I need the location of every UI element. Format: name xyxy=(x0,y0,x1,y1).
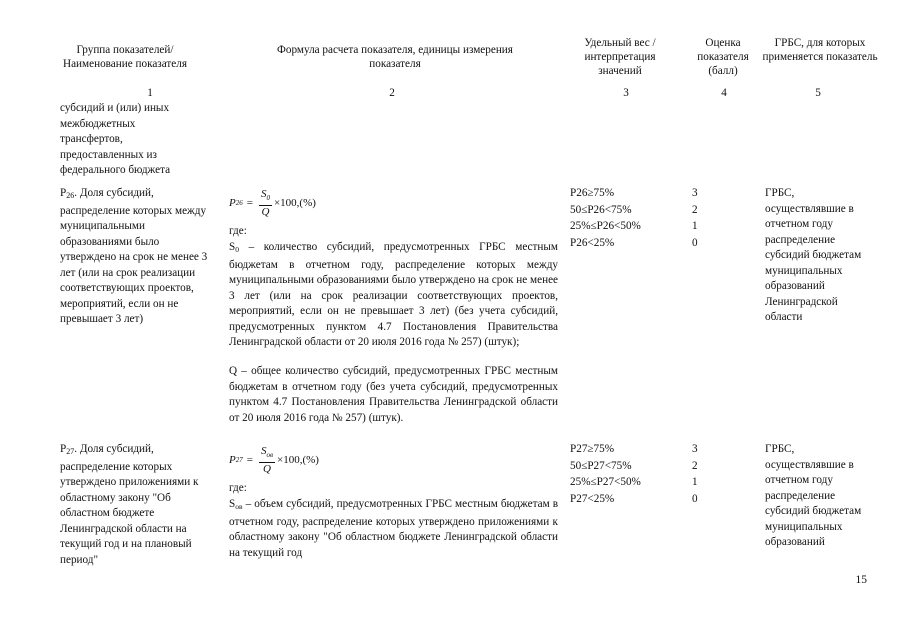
threshold-item: P27≥75% xyxy=(570,443,615,455)
continuation-text: субсидий и (или) иных межбюджетных трансфертов, предоставленных из федерального бюджета xyxy=(60,102,171,176)
indicator-text: . Доля субсидий, распределение которых между муниципальными образованиями было утверждено на срок не менее 3 лет (или на срок реализации соответствующих проектов, мероприятий, если он не превышает 3 лет) xyxy=(60,187,208,325)
formula-lhs: P xyxy=(229,197,236,209)
formula-den: Q xyxy=(261,205,270,218)
desc-symbol: S xyxy=(229,241,236,253)
threshold-item: 25%≤P27<50% xyxy=(570,476,641,488)
grbs-p27: ГРБС, осуществлявшие в отчетном году распределение субсидий бюджетам муниципальных образований xyxy=(765,443,862,548)
col-number-3: 3 xyxy=(623,87,629,99)
score-item: 2 xyxy=(692,203,698,216)
description-s0 xyxy=(229,240,558,351)
grbs-p26: ГРБС, осуществлявшие в отчетном году распределение субсидий бюджетам муниципальных образований Ленинградской области xyxy=(765,187,862,323)
header-col2: Формула расчета показателя, единицы измерения показателя xyxy=(277,44,513,70)
threshold-item: 50≤P26<75% xyxy=(570,203,632,216)
scores-p26 xyxy=(692,186,698,251)
indicator-p27-name xyxy=(60,442,216,568)
threshold-item: 25%≤P26<50% xyxy=(570,220,641,232)
formula-p27: P 27 = $\frac{S_{ов}}{Q}$ ×100,(%) xyxy=(229,444,319,475)
formula-lhs-sub: 26 xyxy=(235,199,243,207)
formula-fraction xyxy=(259,445,275,476)
desc-symbol-sub: 0 xyxy=(235,245,239,254)
threshold-item: P26<25% xyxy=(570,236,615,249)
threshold-item: P26≥75% xyxy=(570,187,615,199)
score-item: 3 xyxy=(692,443,698,455)
desc-symbol-sub: ов xyxy=(235,502,243,511)
description-q: Q – общее количество субсидий, предусмотренных ГРБС местным бюджетам в отчетном году (без учета субсидий, предусмотренных пунктом 4.7 Постановления Правительства Ленинградской области от 20 июля 2016 года № 257) (штук). xyxy=(229,365,558,424)
indicator-code: P xyxy=(60,187,67,199)
formula-p26: P 26 = $\frac{S_0}{Q}$ ×100,(%) xyxy=(229,187,316,218)
header-col1: Группа показателей/ Наименование показателя xyxy=(63,44,187,70)
col-number-1: 1 xyxy=(147,87,153,99)
formula-num-sub: ов xyxy=(266,450,273,459)
formula-num: S xyxy=(260,444,267,457)
col-number-4: 4 xyxy=(721,87,727,99)
indicator-text: . Доля субсидий, распределение которых утверждено приложениями к областному закону "Об областном бюджете Ленинградской области на текущий год и на плановый период" xyxy=(60,443,199,566)
desc-text: – объем субсидий, предусмотренных ГРБС местным бюджетам в отчетном году, распределение которых утверждено приложениями к областному закону "Об областном бюджете Ленинградской области на текущий год xyxy=(229,498,558,559)
threshold-item: 50≤P27<75% xyxy=(570,459,632,472)
thresholds-p27 xyxy=(570,442,641,507)
indicator-code-sub: 27 xyxy=(66,447,75,456)
formula-rhs: ×100,(%) xyxy=(277,454,319,466)
where-label: где: xyxy=(229,482,247,494)
thresholds-p26 xyxy=(570,186,641,251)
indicator-code-sub: 26 xyxy=(66,191,75,200)
col-number-2: 2 xyxy=(389,87,395,99)
score-item: 0 xyxy=(692,492,698,505)
threshold-item: P27<25% xyxy=(570,492,615,505)
formula-fraction xyxy=(259,188,272,219)
desc-symbol: S xyxy=(229,498,236,510)
score-item: 1 xyxy=(692,476,698,488)
indicator-p26-name xyxy=(60,186,210,328)
col-number-5: 5 xyxy=(815,87,821,99)
score-item: 2 xyxy=(692,459,698,472)
description-sov xyxy=(229,497,558,561)
score-item: 3 xyxy=(692,187,698,199)
header-col5: ГРБС, для которых применяется показатель xyxy=(762,37,878,63)
formula-rhs: ×100,(%) xyxy=(273,197,316,209)
formula-num: S xyxy=(260,187,267,200)
where-label: где: xyxy=(229,225,247,237)
indicator-code: P xyxy=(60,443,67,455)
formula-den: Q xyxy=(263,462,271,475)
formula-num-sub: 0 xyxy=(266,193,270,202)
score-item: 0 xyxy=(692,236,698,249)
score-item: 1 xyxy=(692,220,698,232)
header-col3: Удельный вес / интерпретация значений xyxy=(584,37,656,77)
header-col4: Оценка показателя (балл) xyxy=(697,37,749,77)
scores-p27 xyxy=(692,442,698,507)
formula-lhs-sub: 27 xyxy=(235,456,243,464)
desc-text: – количество субсидий, предусмотренных ГРБС местным бюджетам в отчетном году, распределение которых между муниципальными образованиями было утверждено на срок не менее 3 лет (или на срок реализации соответствующих проектов, мероприятий, если он не превышает 3 лет) (без учета субсидий, предусмотренных пунктом 4.7 Постановления Правительства Ленинградской области от 20 июля 2016 года № 257) (штук); xyxy=(229,241,558,348)
formula-lhs: P xyxy=(229,454,236,466)
page-number: 15 xyxy=(855,574,867,586)
